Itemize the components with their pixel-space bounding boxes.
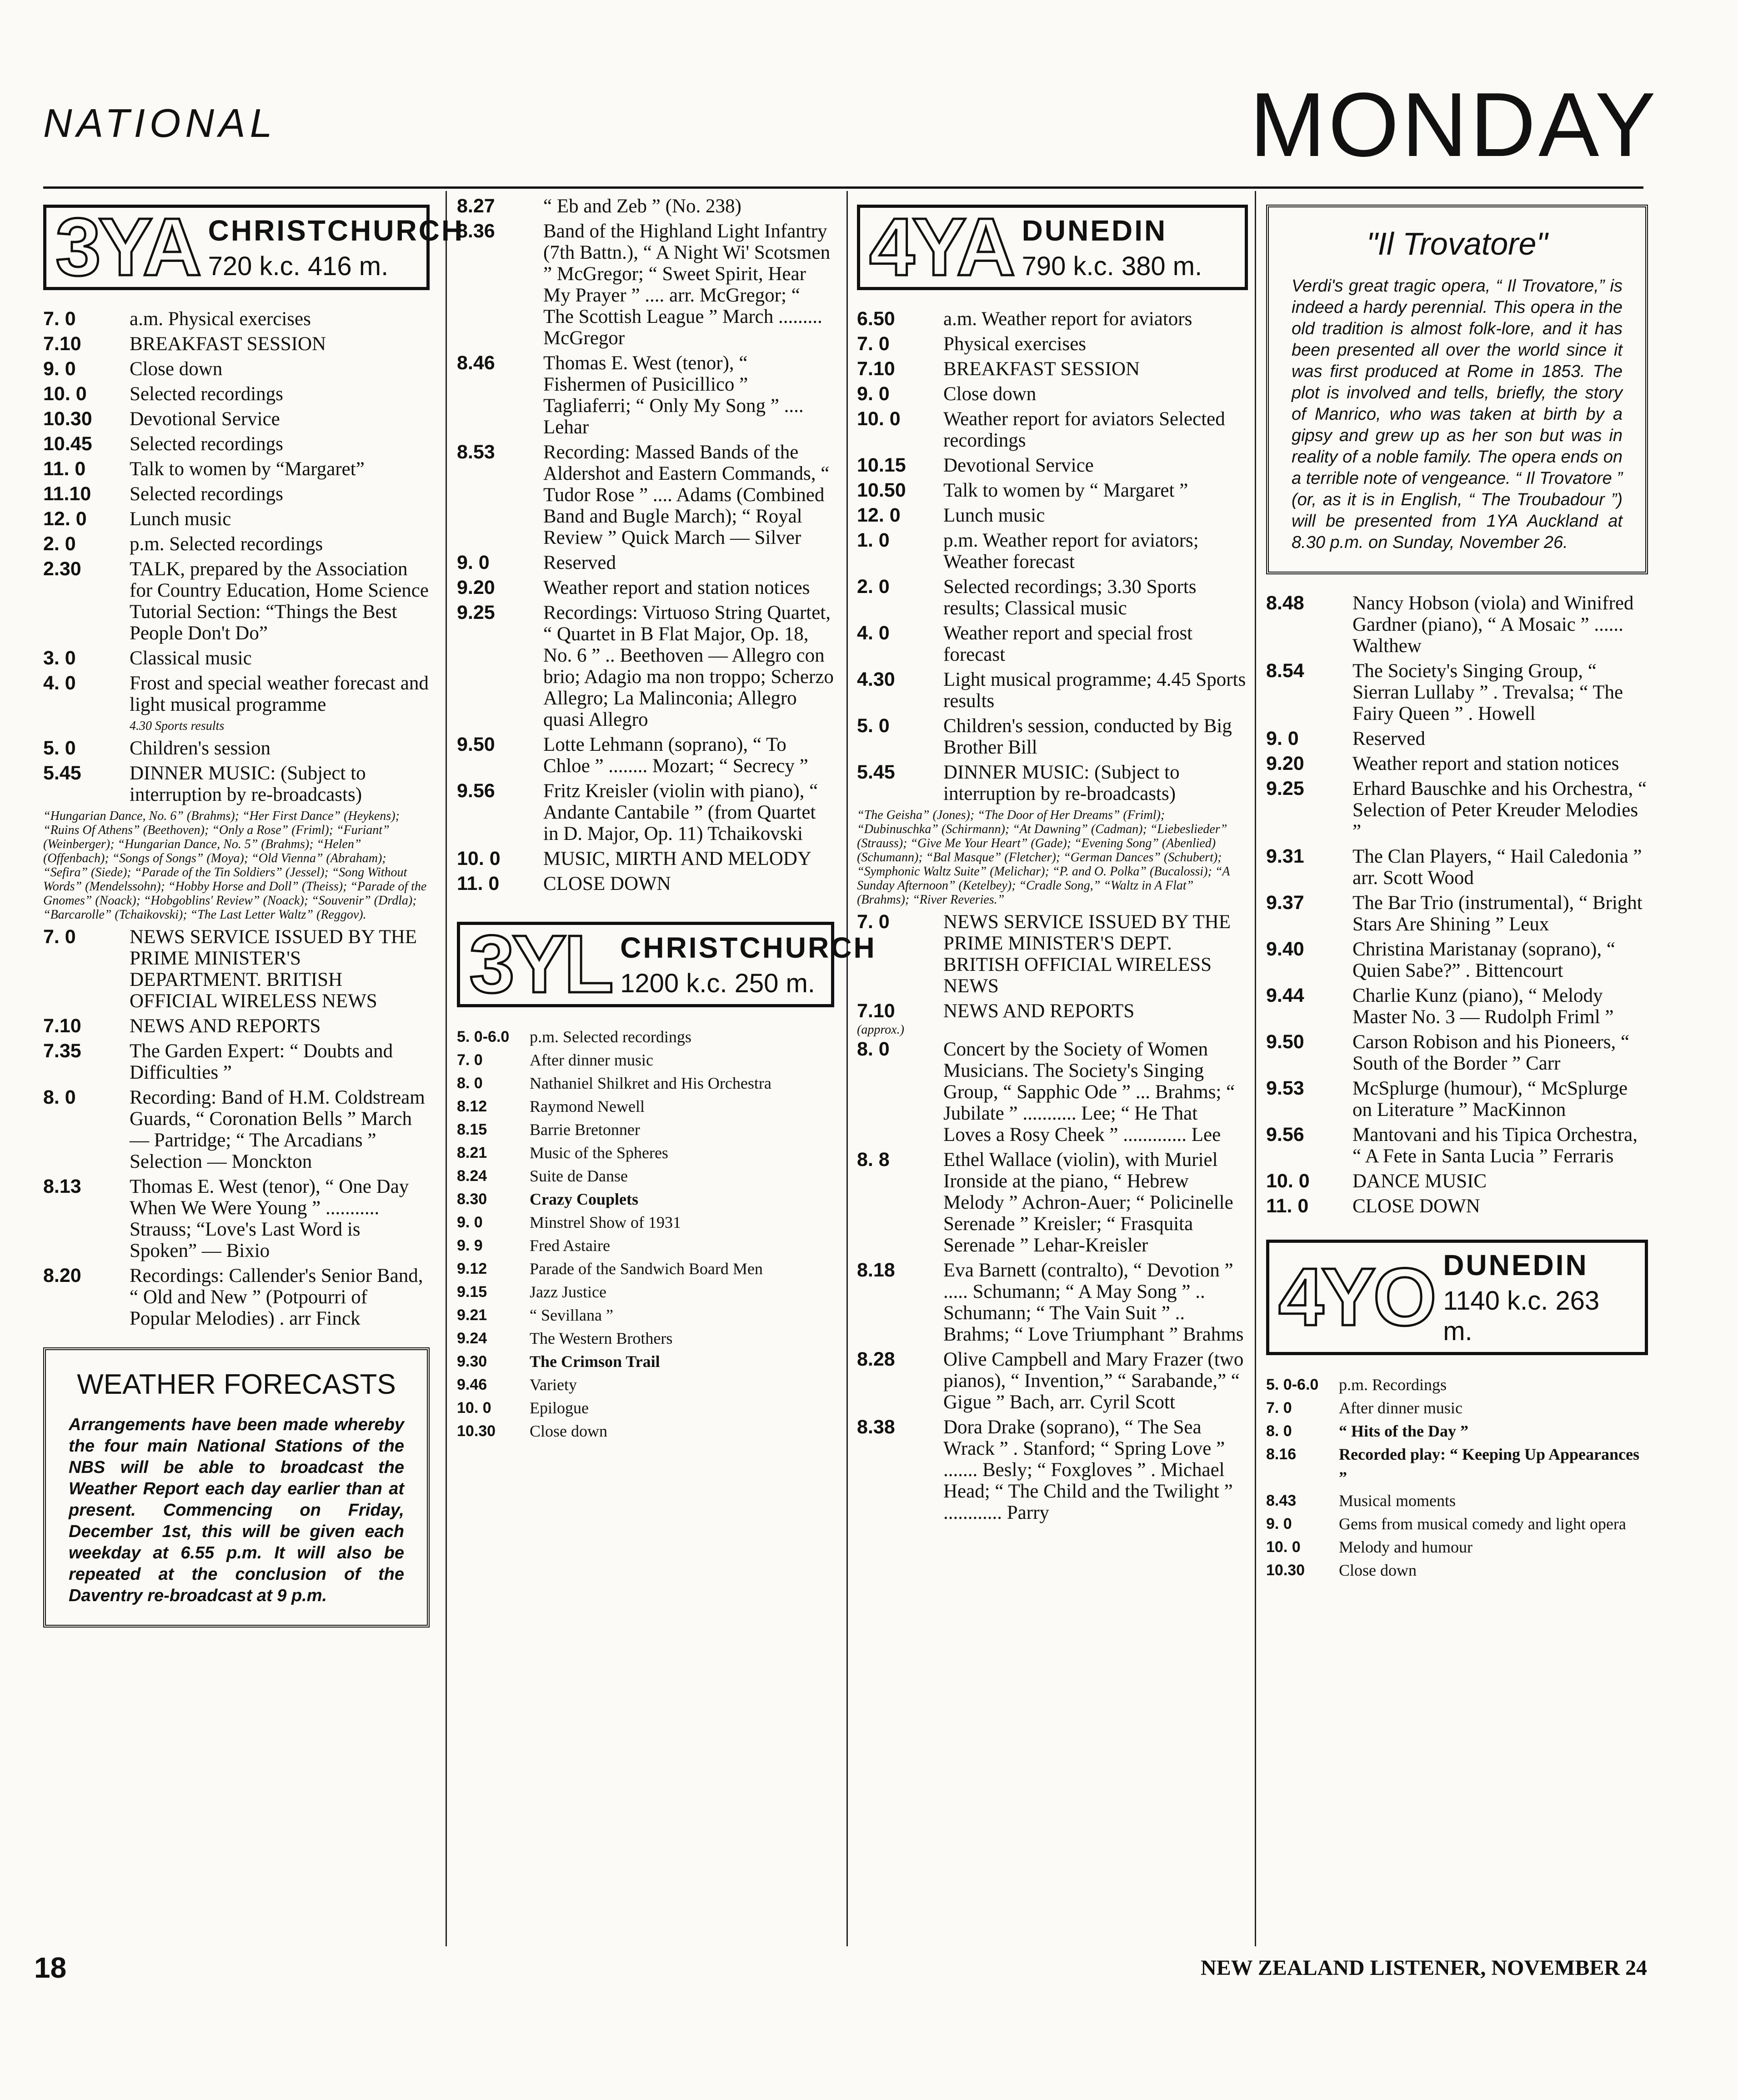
programme-entry: 10. 0 DANCE MUSIC (1266, 1170, 1487, 1192)
programme-entry: 7.10 BREAKFAST SESSION (857, 358, 1140, 380)
day-title: MONDAY (1250, 74, 1658, 176)
programme-entry: 8.36 Band of the Highland Light Infantry (7th Battn.), “ A Night Wi' Scotsmen ” McGregor; “ Sweet Spirit, Hear My Prayer ” .... arr. McGregor; “ The Scottish League ” March ......... McGregor (457, 220, 831, 349)
programme-entry: 9.53 McSplurge (humour), “ McSplurge on Literature ” MacKinnon (1266, 1077, 1628, 1120)
programme-entry: 5. 0 Children's session, conducted by Big Brother Bill (857, 715, 1232, 758)
programme-entry: 5. 0 Children's session (43, 737, 270, 759)
programme-entry: 5.45 DINNER MUSIC: (Subject to interruption by re-broadcasts) (857, 761, 1180, 804)
programme-entry: 10. 0 Selected recordings (43, 383, 283, 405)
programme-entry: 7.10 BREAKFAST SESSION (43, 333, 326, 355)
column-3ya-continued (457, 195, 877, 1942)
programme-entry: 7.10 NEWS AND REPORTS (43, 1015, 321, 1037)
programme-entry: 7. 0 a.m. Physical exercises (43, 308, 311, 330)
programme-entry: 9.50 Lotte Lehmann (soprano), “ To Chloe ” ........ Mozart; “ Secrecy ” (457, 733, 808, 777)
programme-entry: 9. 9 Fred Astaire (457, 1236, 610, 1255)
programme-entry: 9. 0 Reserved (457, 552, 616, 573)
programme-entry: 9.37 The Bar Trio (instrumental), “ Bright Stars Are Shining ” Leux (1266, 892, 1643, 935)
dinner-music-list: “Hungarian Dance, No. 6” (Brahms); “Her First Dance” (Heykens); “Ruins Of Athens” (Beethoven); “Only a Rose” (Friml); “Furiant” (Weinberger); “Hungarian Dance, No. 5” (Brahms); “Helen” (Offenbach); “Songs of Songs” (Moya); “Old Vienna” (Abraham); “Sefira” (Siede); “Parade of the Tin Soldiers” (Jessel); “Song Without Words” (Mendelssohn); “Hobby Horse and Doll” (Theiss); “Parade of the Gnomes” (Noack); “Hobgoblins' Review” (Noack); “Souvenir” (Drdla); “Barcarolle” (Tchaikovski); “The Last Letter Waltz” (Reggov). (43, 809, 427, 922)
programme-entry: 4. 0 Weather report and special frost forecast (857, 622, 1193, 665)
station-header-3ya (43, 201, 465, 293)
programme-entry: 8.13 Thomas E. West (tenor), “ One Day When We Were Young ” ........... Strauss; “Love's Last Word is Spoken” — Bixio (43, 1176, 409, 1261)
programme-entry: 7. 0 After dinner music (457, 1051, 653, 1069)
page-number: 18 (34, 1951, 67, 1984)
programme-entry: 9.50 Carson Robison and his Pioneers, “ South of the Border ” Carr (1266, 1031, 1630, 1074)
programme-entry: 9.25 Recordings: Virtuoso String Quartet, “ Quartet in B Flat Major, Op. 18, No. 6 ” .. Beethoven — Allegro con brio; Adagio ma non troppo; Scherzo Allegro; La Malinconia; Allegro quasi Allegro (457, 602, 834, 730)
station-frequency: 1140 k.c. 263 m. (1443, 1286, 1600, 1346)
programme-entry: 9.20 Weather report and station notices (1266, 753, 1619, 774)
programme-entry: 10.30 Devotional Service (43, 408, 280, 430)
programme-entry: 7. 0 NEWS SERVICE ISSUED BY THE PRIME MINISTER'S DEPT. BRITISH OFFICIAL WIRELESS NEWS (857, 911, 1231, 997)
programme-entry: 7. 0 After dinner music (1266, 1399, 1463, 1417)
programme-entry: 9. 0 Reserved (1266, 728, 1425, 749)
programme-entry: 8. 0 Concert by the Society of Women Musicians. The Society's Singing Group, “ Sapphic Ode ” ... Brahms; “ Jubilate ” ........... Lee; “ He That Loves a Rosy Cheek ” ............. Lee (857, 1038, 1235, 1145)
programme-entry: 5. 0-6.0 p.m. Selected recordings (457, 1028, 691, 1046)
programme-entry: 9.56 Mantovani and his Tipica Orchestra, “ A Fete in Santa Lucia ” Ferraris (1266, 1124, 1638, 1167)
programme-entry: 8.20 Recordings: Callender's Senior Band, “ Old and New ” (Potpourri of Popular Melodies) . arr Finck (43, 1265, 423, 1329)
column-3ya (43, 196, 465, 1942)
programme-entry: 10. 0 MUSIC, MIRTH AND MELODY (457, 848, 811, 869)
programme-entry: 9.20 Weather report and station notices (457, 577, 810, 598)
programme-entry: 11.10 Selected recordings (43, 483, 283, 505)
programme-entry: 2. 0 p.m. Selected recordings (43, 533, 323, 555)
programme-entry: 12. 0 Lunch music (857, 504, 1045, 526)
column-4ya (857, 196, 1248, 1942)
programme-entry: 7.10 NEWS AND REPORTS (857, 1000, 1135, 1022)
station-call-sign: 3YL (469, 919, 611, 1010)
programme-entry: 7. 0 NEWS SERVICE ISSUED BY THE PRIME MINISTER'S DEPARTMENT. BRITISH OFFICIAL WIRELESS NEWS (43, 926, 417, 1012)
programme-entry: 8.27 “ Eb and Zeb ” (No. 238) (457, 195, 741, 217)
programme-entry: 9.56 Fritz Kreisler (violin with piano), “ Andante Cantabile ” (from Quartet in D. Major, Op. 11) Tchaikovski (457, 780, 818, 844)
programme-entry: 8.18 Eva Barnett (contralto), “ Devotion ” ..... Schumann; “ A May Song ” .. Schumann; “ The Vain Suit ” .. Brahms; “ Love Triumphant ” Brahms (857, 1259, 1244, 1345)
programme-entry: 9. 0 Close down (43, 358, 223, 380)
programme-entry: 8. 8 Ethel Wallace (violin), with Muriel Ironside at the piano, “ Hebrew Melody ” Achron-Auer; “ Policinelle Serenade ” Kreisler; “ Frasquita Serenade ” Lehar-Kreisler (857, 1149, 1233, 1256)
programme-entry: 10. 0 Epilogue (457, 1399, 589, 1417)
programme-entry: 12. 0 Lunch music (43, 508, 231, 530)
section-label: NATIONAL (43, 100, 277, 146)
station-frequency: 1200 k.c. 250 m. (620, 968, 815, 998)
programme-entry: 8.15 Barrie Bretonner (457, 1120, 640, 1139)
programme-entry: 10. 0 Weather report for aviators Selected recordings (857, 408, 1225, 451)
programme-entry: 11. 0 CLOSE DOWN (1266, 1195, 1480, 1217)
station-header-4ya (857, 201, 1248, 293)
sports-results-note: 4.30 Sports results (130, 719, 225, 733)
column-divider (446, 191, 447, 1946)
programme-entry: 4. 0 Frost and special weather forecast and light musical programme (43, 672, 429, 715)
station-call-sign: 4YO (1278, 1251, 1434, 1343)
station-city: CHRISTCHURCH (620, 931, 877, 964)
programme-entry: 9.25 Erhard Bauschke and his Orchestra, “ Selection of Peter Kreuder Melodies ” (1266, 778, 1647, 842)
station-frequency: 790 k.c. 380 m. (1022, 251, 1202, 281)
column-divider (1255, 191, 1256, 1946)
programme-entry: 9.21 “ Sevillana ” (457, 1306, 613, 1324)
programme-entry: 8.43 Musical moments (1266, 1492, 1456, 1510)
programme-entry: 8.48 Nancy Hobson (viola) and Winifred Gardner (piano), “ A Mosaic ” ...... Walthew (1266, 592, 1634, 657)
programme-entry: 10.30 Close down (457, 1422, 607, 1440)
station-frequency: 720 k.c. 416 m. (208, 251, 389, 281)
station-call-sign: 4YA (869, 201, 1013, 293)
programme-entry: 9.30 The Crimson Trail (457, 1352, 660, 1371)
programme-entry: 8.46 Thomas E. West (tenor), “ Fishermen of Pusicillico ” Tagliaferri; “ Only My Song ” .... Lehar (457, 352, 804, 438)
programme-entry: 10. 0 Melody and humour (1266, 1538, 1473, 1556)
programme-entry: 8.12 Raymond Newell (457, 1097, 645, 1115)
programme-entry: 8.54 The Society's Singing Group, “ Sierran Lullaby ” . Trevalsa; “ The Fairy Queen ” . Howell (1266, 660, 1623, 724)
programme-entry: 9.40 Christina Maristanay (soprano), “ Quien Sabe?” . Bittencourt (1266, 938, 1615, 981)
programme-entry: 7.35 The Garden Expert: “ Doubts and Difficulties ” (43, 1040, 393, 1083)
programme-entry: 9.31 The Clan Players, “ Hail Caledonia ” arr. Scott Wood (1266, 845, 1642, 889)
programme-entry: 8. 0 Nathaniel Shilkret and His Orchestra (457, 1074, 771, 1092)
programme-entry: 9. 0 Gems from musical comedy and light opera (1266, 1515, 1626, 1533)
programme-entry: 10.30 Close down (1266, 1561, 1417, 1579)
box-body: Verdi's great tragic opera, “ Il Trovatore,” is indeed a hardy perennial. This opera in the old tradition is almost folk-lore, and it has been presented all over the world since it was first produced at Rome in 1853. The plot is involved and tells, briefly, the story of Manrico, who was taken at birth by a gipsy and grew up as her son but was in reality of a noble family. The opera ends on a terrible note of vengeance. “ Il Trovatore ” (or, as it is in English, “ The Troubadour ”) will be presented from 1YA Auckland at 8.30 p.m. on Sunday, November 26. (1292, 276, 1623, 552)
programme-entry: 9.12 Parade of the Sandwich Board Men (457, 1260, 763, 1278)
programme-entry: 8.53 Recording: Massed Bands of the Aldershot and Eastern Commands, “ Tudor Rose ” .... Adams (Combined Band and Bugle March); “ Royal Review ” Quick March — Silver (457, 441, 830, 548)
station-header-3yl (457, 919, 877, 1010)
programme-entry: 9. 0 Minstrel Show of 1931 (457, 1213, 681, 1231)
programme-entry: 4.30 Light musical programme; 4.45 Sports results (857, 668, 1246, 712)
il-trovatore-box (1266, 205, 1648, 574)
station-city: DUNEDIN (1443, 1249, 1588, 1281)
box-title: WEATHER FORECASTS (77, 1369, 396, 1400)
programme-entry: 8.30 Crazy Couplets (457, 1190, 638, 1208)
programme-entry: 5. 0-6.0 p.m. Recordings (1266, 1376, 1447, 1394)
programme-entry: 8. 0 “ Hits of the Day ” (1266, 1422, 1468, 1440)
column-divider (846, 191, 848, 1946)
programme-entry: 2.30 TALK, prepared by the Association for Country Education, Home Science Tutorial Section: “Things the Best People Don't Do” (43, 558, 429, 644)
programme-entry: 10.50 Talk to women by “ Margaret ” (857, 479, 1188, 501)
approx-note: (approx.) (857, 1023, 904, 1037)
header-rule (43, 186, 1643, 189)
station-call-sign: 3YA (55, 201, 199, 293)
programme-entry: 10.15 Devotional Service (857, 454, 1094, 476)
programme-entry: 11. 0 CLOSE DOWN (457, 873, 671, 894)
station-city: CHRISTCHURCH (208, 214, 465, 247)
programme-entry: 6.50 a.m. Weather report for aviators (857, 308, 1192, 330)
programme-entry: 9.44 Charlie Kunz (piano), “ Melody Master No. 3 — Rudolph Friml ” (1266, 985, 1614, 1028)
dinner-music-list: “The Geisha” (Jones); “The Door of Her Dreams” (Friml); “Dubinuschka” (Schirmann); “At Dawning” (Cadman); “Liebeslieder” (Strauss); “Give Me Your Heart” (Gade); “Evening Song” (Abenlied) (Schumann); “Bal Masque” (Fletcher); “German Dances” (Schubert); “Symphonic Waltz Suite” (Melichar); “P. and O. Polka” (Bucalossi); “A Sunday Afternoon” (Ketelbey); “Cradle Song,” “Waltz in A Flat” (Brahms); “River Reveries.” (857, 808, 1230, 907)
programme-entry: 8.16 Recorded play: “ Keeping Up Appearances ” (1266, 1445, 1639, 1487)
programme-entry: 8. 0 Recording: Band of H.M. Coldstream Guards, “ Coronation Bells ” March — Partridge; “ The Arcadians ” Selection — Monckton (43, 1086, 425, 1172)
weather-forecasts-box (43, 1347, 430, 1628)
programme-entry: 2. 0 Selected recordings; 3.30 Sports results; Classical music (857, 576, 1197, 619)
programme-entry: 9.15 Jazz Justice (457, 1283, 606, 1301)
station-city: DUNEDIN (1022, 214, 1167, 247)
programme-entry: 9.46 Variety (457, 1376, 577, 1394)
programme-entry: 11. 0 Talk to women by “Margaret” (43, 458, 365, 480)
programme-entry: 7. 0 Physical exercises (857, 333, 1087, 355)
programme-entry: 9. 0 Close down (857, 383, 1037, 405)
programme-entry: 10.45 Selected recordings (43, 433, 283, 455)
programme-entry: 1. 0 p.m. Weather report for aviators; Weather forecast (857, 529, 1199, 573)
programme-entry: 8.28 Olive Campbell and Mary Frazer (two pianos), “ Invention,” “ Sarabande,” “ Gigue ” Bach, arr. Cyril Scott (857, 1348, 1244, 1413)
column-4ya-continued (1266, 196, 1648, 1942)
box-body: Arrangements have been made whereby the four main National Stations of the NBS will be able to broadcast the Weather Report each day earlier than at present. Commencing on Friday, December 1st, this will be given each weekday at 6.55 p.m. It will also be repeated at the conclusion of the Daventry re-broadcast at 9 p.m. (69, 1415, 404, 1605)
programme-entry: 8.38 Dora Drake (soprano), “ The Sea Wrack ” . Stanford; “ Spring Love ” ....... Besly; “ Foxgloves ” . Michael Head; “ The Child and the Twilight ” ............ Parry (857, 1416, 1233, 1523)
station-header-4yo (1266, 1240, 1648, 1355)
programme-entry: 8.24 Suite de Danse (457, 1167, 628, 1185)
programme-entry: 3. 0 Classical music (43, 647, 252, 669)
publication-credit: NEW ZEALAND LISTENER, NOVEMBER 24 (1201, 1956, 1647, 1980)
programme-entry: 9.24 The Western Brothers (457, 1329, 673, 1347)
box-title: "Il Trovatore" (1366, 226, 1548, 261)
programme-entry: 5.45 DINNER MUSIC: (Subject to interruption by re-broadcasts) (43, 762, 366, 805)
programme-entry: 8.21 Music of the Spheres (457, 1144, 668, 1162)
